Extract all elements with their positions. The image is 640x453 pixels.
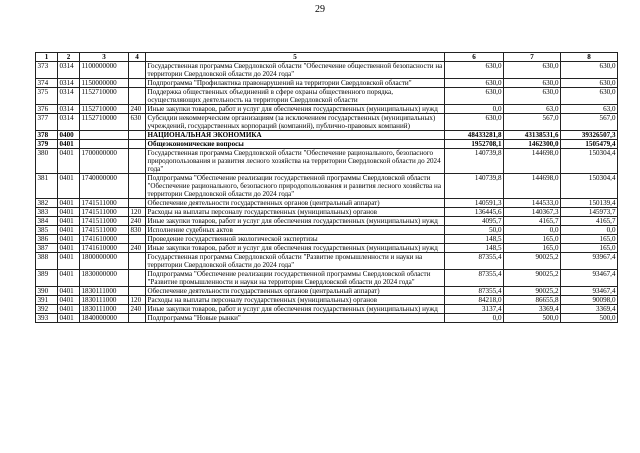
expense-type-cell (129, 253, 146, 270)
amount-year1-cell: 140591,3 (445, 199, 504, 208)
section-code-cell: 0314 (58, 105, 80, 114)
section-code-cell: 0314 (58, 79, 80, 88)
table-row (36, 270, 618, 287)
target-article-cell: 1830111000 (80, 296, 129, 305)
amount-year2-cell: 1462300,0 (504, 140, 561, 149)
amount-year3-cell: 39326507,3 (561, 131, 618, 140)
amount-year1-cell: 1952708,1 (445, 140, 504, 149)
amount-year3-cell: 1505479,4 (561, 140, 618, 149)
item-name-cell: Обеспечение деятельности государственных органов (центральный аппарат) (146, 199, 445, 208)
section-code-cell: 0401 (58, 235, 80, 244)
amount-year2-cell: 43138531,6 (504, 131, 561, 140)
amount-year1-cell: 136445,6 (445, 208, 504, 217)
section-code-cell: 0401 (58, 244, 80, 253)
row-number-cell: 393 (36, 314, 58, 323)
section-code-cell: 0401 (58, 208, 80, 217)
amount-year1-cell: 3137,4 (445, 305, 504, 314)
table-row (36, 217, 618, 226)
amount-year2-cell: 144698,0 (504, 174, 561, 199)
amount-year1-cell: 87355,4 (445, 287, 504, 296)
table-row (36, 235, 618, 244)
amount-year3-cell: 630,0 (561, 88, 618, 105)
item-name-cell: Обеспечение деятельности государственных органов (центральный аппарат) (146, 287, 445, 296)
amount-year1-cell: 4095,7 (445, 217, 504, 226)
table-row (36, 140, 618, 149)
row-number-cell: 382 (36, 199, 58, 208)
row-number-cell: 389 (36, 270, 58, 287)
expense-type-cell (129, 287, 146, 296)
target-article-cell: 1741511000 (80, 217, 129, 226)
section-code-cell: 0401 (58, 149, 80, 174)
item-name-cell: Подпрограмма "Новые рынки" (146, 314, 445, 323)
amount-year3-cell: 150139,4 (561, 199, 618, 208)
section-code-cell: 0401 (58, 314, 80, 323)
amount-year1-cell: 140739,8 (445, 149, 504, 174)
item-name-cell: Расходы на выплаты персоналу государственных (муниципальных) органов (146, 296, 445, 305)
header-cell: 3 (80, 53, 129, 62)
target-article-cell: 1100000000 (80, 62, 129, 79)
expense-type-cell (129, 235, 146, 244)
item-name-cell: Подпрограмма "Обеспечение реализации государственной программы Свердловской области "Обеспечение рационального, безопасного природопользования и развития лесного хозяйства на территории Свердловской области до 2024 года" (146, 174, 445, 199)
expense-type-cell (129, 88, 146, 105)
section-code-cell: 0401 (58, 305, 80, 314)
budget-table (35, 52, 618, 323)
expense-type-cell (129, 131, 146, 140)
item-name-cell: Поддержка общественных объединений в сфере охраны общественного порядка, осуществляющих деятельность на территории Свердловской области (146, 88, 445, 105)
table-row (36, 253, 618, 270)
amount-year3-cell: 567,0 (561, 114, 618, 131)
table-row (36, 105, 618, 114)
amount-year3-cell: 63,0 (561, 105, 618, 114)
amount-year3-cell: 500,0 (561, 314, 618, 323)
target-article-cell: 1741610000 (80, 235, 129, 244)
section-code-cell: 0401 (58, 226, 80, 235)
section-code-cell: 0401 (58, 287, 80, 296)
amount-year2-cell: 567,0 (504, 114, 561, 131)
row-number-cell: 373 (36, 62, 58, 79)
amount-year2-cell: 63,0 (504, 105, 561, 114)
table-row (36, 131, 618, 140)
expense-type-cell (129, 270, 146, 287)
section-code-cell: 0401 (58, 270, 80, 287)
header-cell: 7 (504, 53, 561, 62)
amount-year1-cell: 50,0 (445, 226, 504, 235)
expense-type-cell: 120 (129, 208, 146, 217)
amount-year3-cell: 145973,7 (561, 208, 618, 217)
row-number-cell: 384 (36, 217, 58, 226)
row-number-cell: 385 (36, 226, 58, 235)
target-article-cell: 1741610000 (80, 244, 129, 253)
amount-year2-cell: 630,0 (504, 62, 561, 79)
amount-year1-cell: 148,5 (445, 244, 504, 253)
header-row (36, 53, 618, 62)
table-row (36, 305, 618, 314)
item-name-cell: Субсидии некоммерческим организациям (за исключением государственных (муниципальных) учреждений, государственных корпораций (компаний), публично-правовых компаний) (146, 114, 445, 131)
amount-year1-cell: 148,5 (445, 235, 504, 244)
amount-year2-cell: 165,0 (504, 244, 561, 253)
expense-type-cell (129, 174, 146, 199)
row-number-cell: 377 (36, 114, 58, 131)
table-row (36, 199, 618, 208)
item-name-cell: Расходы на выплаты персоналу государственных (муниципальных) органов (146, 208, 445, 217)
header-cell: 8 (561, 53, 618, 62)
header-cell: 5 (146, 53, 445, 62)
table-row (36, 79, 618, 88)
section-code-cell: 0401 (58, 174, 80, 199)
expense-type-cell (129, 79, 146, 88)
header-cell: 4 (129, 53, 146, 62)
table-row (36, 296, 618, 305)
amount-year3-cell: 93467,4 (561, 287, 618, 296)
target-article-cell: 1152710000 (80, 88, 129, 105)
row-number-cell: 383 (36, 208, 58, 217)
row-number-cell: 378 (36, 131, 58, 140)
header-cell: 1 (36, 53, 58, 62)
amount-year2-cell: 630,0 (504, 79, 561, 88)
target-article-cell: 1741511000 (80, 226, 129, 235)
item-name-cell: Иные закупки товаров, работ и услуг для обеспечения государственных (муниципальных) нужд (146, 244, 445, 253)
target-article-cell (80, 140, 129, 149)
expense-type-cell (129, 314, 146, 323)
amount-year1-cell: 84218,0 (445, 296, 504, 305)
table-row (36, 287, 618, 296)
amount-year1-cell: 630,0 (445, 88, 504, 105)
amount-year2-cell: 630,0 (504, 88, 561, 105)
amount-year3-cell: 165,0 (561, 235, 618, 244)
row-number-cell: 375 (36, 88, 58, 105)
target-article-cell: 1150000000 (80, 79, 129, 88)
item-name-cell: Иные закупки товаров, работ и услуг для обеспечения государственных (муниципальных) нужд (146, 105, 445, 114)
amount-year1-cell: 630,0 (445, 62, 504, 79)
target-article-cell: 1152710000 (80, 114, 129, 131)
section-code-cell: 0401 (58, 253, 80, 270)
amount-year3-cell: 630,0 (561, 62, 618, 79)
amount-year2-cell: 500,0 (504, 314, 561, 323)
row-number-cell: 380 (36, 149, 58, 174)
item-name-cell: Подпрограмма "Обеспечение реализации государственной программы Свердловской области "Развитие промышленности и науки на территории Свердловской области до 2024 года" (146, 270, 445, 287)
section-code-cell: 0314 (58, 62, 80, 79)
target-article-cell: 1741511000 (80, 208, 129, 217)
amount-year2-cell: 4165,7 (504, 217, 561, 226)
target-article-cell: 1830000000 (80, 270, 129, 287)
expense-type-cell: 630 (129, 114, 146, 131)
expense-type-cell (129, 199, 146, 208)
amount-year1-cell: 87355,4 (445, 270, 504, 287)
row-number-cell: 379 (36, 140, 58, 149)
item-name-cell: Иные закупки товаров, работ и услуг для обеспечения государственных (муниципальных) нужд (146, 217, 445, 226)
expense-type-cell: 830 (129, 226, 146, 235)
row-number-cell: 381 (36, 174, 58, 199)
table-row (36, 149, 618, 174)
amount-year1-cell: 87355,4 (445, 253, 504, 270)
expense-type-cell (129, 62, 146, 79)
section-code-cell: 0314 (58, 114, 80, 131)
target-article-cell: 1830111000 (80, 305, 129, 314)
amount-year2-cell: 144698,0 (504, 149, 561, 174)
row-number-cell: 391 (36, 296, 58, 305)
amount-year3-cell: 165,0 (561, 244, 618, 253)
item-name-cell: Проведение государственной экологической экспертизы (146, 235, 445, 244)
amount-year2-cell: 144533,0 (504, 199, 561, 208)
target-article-cell: 1152710000 (80, 105, 129, 114)
table-row (36, 174, 618, 199)
amount-year3-cell: 93467,4 (561, 270, 618, 287)
amount-year2-cell: 90025,2 (504, 287, 561, 296)
table-row (36, 226, 618, 235)
amount-year1-cell: 630,0 (445, 114, 504, 131)
item-name-cell: Иные закупки товаров, работ и услуг для обеспечения государственных (муниципальных) нужд (146, 305, 445, 314)
expense-type-cell: 240 (129, 217, 146, 226)
expense-type-cell: 120 (129, 296, 146, 305)
amount-year3-cell: 150304,4 (561, 174, 618, 199)
amount-year1-cell: 140739,8 (445, 174, 504, 199)
section-code-cell: 0400 (58, 131, 80, 140)
item-name-cell: Исполнение судебных актов (146, 226, 445, 235)
item-name-cell: Подпрограмма "Профилактика правонарушений на территории Свердловской области" (146, 79, 445, 88)
target-article-cell: 1840000000 (80, 314, 129, 323)
amount-year2-cell: 165,0 (504, 235, 561, 244)
row-number-cell: 387 (36, 244, 58, 253)
target-article-cell: 1700000000 (80, 149, 129, 174)
row-number-cell: 392 (36, 305, 58, 314)
item-name-cell: Государственная программа Свердловской области "Обеспечение общественной безопасности на территории Свердловской области до 2024 года" (146, 62, 445, 79)
table-row (36, 244, 618, 253)
row-number-cell: 386 (36, 235, 58, 244)
amount-year3-cell: 0,0 (561, 226, 618, 235)
table-row (36, 62, 618, 79)
table-row (36, 314, 618, 323)
target-article-cell: 1830111000 (80, 287, 129, 296)
amount-year3-cell: 90098,0 (561, 296, 618, 305)
header-cell: 6 (445, 53, 504, 62)
target-article-cell: 1740000000 (80, 174, 129, 199)
amount-year3-cell: 93967,4 (561, 253, 618, 270)
item-name-cell: Общеэкономические вопросы (146, 140, 445, 149)
amount-year2-cell: 86655,8 (504, 296, 561, 305)
section-code-cell: 0314 (58, 88, 80, 105)
table-row (36, 114, 618, 131)
item-name-cell: Государственная программа Свердловской области "Развитие промышленности и науки на территории Свердловской области до 2024 года" (146, 253, 445, 270)
amount-year2-cell: 90025,2 (504, 270, 561, 287)
expense-type-cell: 240 (129, 105, 146, 114)
item-name-cell: Государственная программа Свердловской области "Обеспечение рационального, безопасного природопользования и развития лесного хозяйства на территории Свердловской области до 2024 года" (146, 149, 445, 174)
expense-type-cell: 240 (129, 244, 146, 253)
amount-year3-cell: 150304,4 (561, 149, 618, 174)
amount-year3-cell: 3369,4 (561, 305, 618, 314)
header-cell: 2 (58, 53, 80, 62)
amount-year1-cell: 0,0 (445, 105, 504, 114)
target-article-cell: 1741511000 (80, 199, 129, 208)
section-code-cell: 0401 (58, 296, 80, 305)
amount-year1-cell: 48433281,8 (445, 131, 504, 140)
amount-year3-cell: 630,0 (561, 79, 618, 88)
amount-year2-cell: 90025,2 (504, 253, 561, 270)
amount-year2-cell: 0,0 (504, 226, 561, 235)
amount-year1-cell: 630,0 (445, 79, 504, 88)
table-row (36, 88, 618, 105)
amount-year3-cell: 4165,7 (561, 217, 618, 226)
expense-type-cell (129, 140, 146, 149)
item-name-cell: НАЦИОНАЛЬНАЯ ЭКОНОМИКА (146, 131, 445, 140)
row-number-cell: 376 (36, 105, 58, 114)
expense-type-cell (129, 149, 146, 174)
row-number-cell: 388 (36, 253, 58, 270)
table-row (36, 208, 618, 217)
page-number: 29 (315, 4, 325, 15)
amount-year2-cell: 140367,3 (504, 208, 561, 217)
amount-year2-cell: 3369,4 (504, 305, 561, 314)
expense-type-cell: 240 (129, 305, 146, 314)
section-code-cell: 0401 (58, 140, 80, 149)
row-number-cell: 374 (36, 79, 58, 88)
section-code-cell: 0401 (58, 199, 80, 208)
row-number-cell: 390 (36, 287, 58, 296)
target-article-cell (80, 131, 129, 140)
amount-year1-cell: 0,0 (445, 314, 504, 323)
target-article-cell: 1800000000 (80, 253, 129, 270)
section-code-cell: 0401 (58, 217, 80, 226)
